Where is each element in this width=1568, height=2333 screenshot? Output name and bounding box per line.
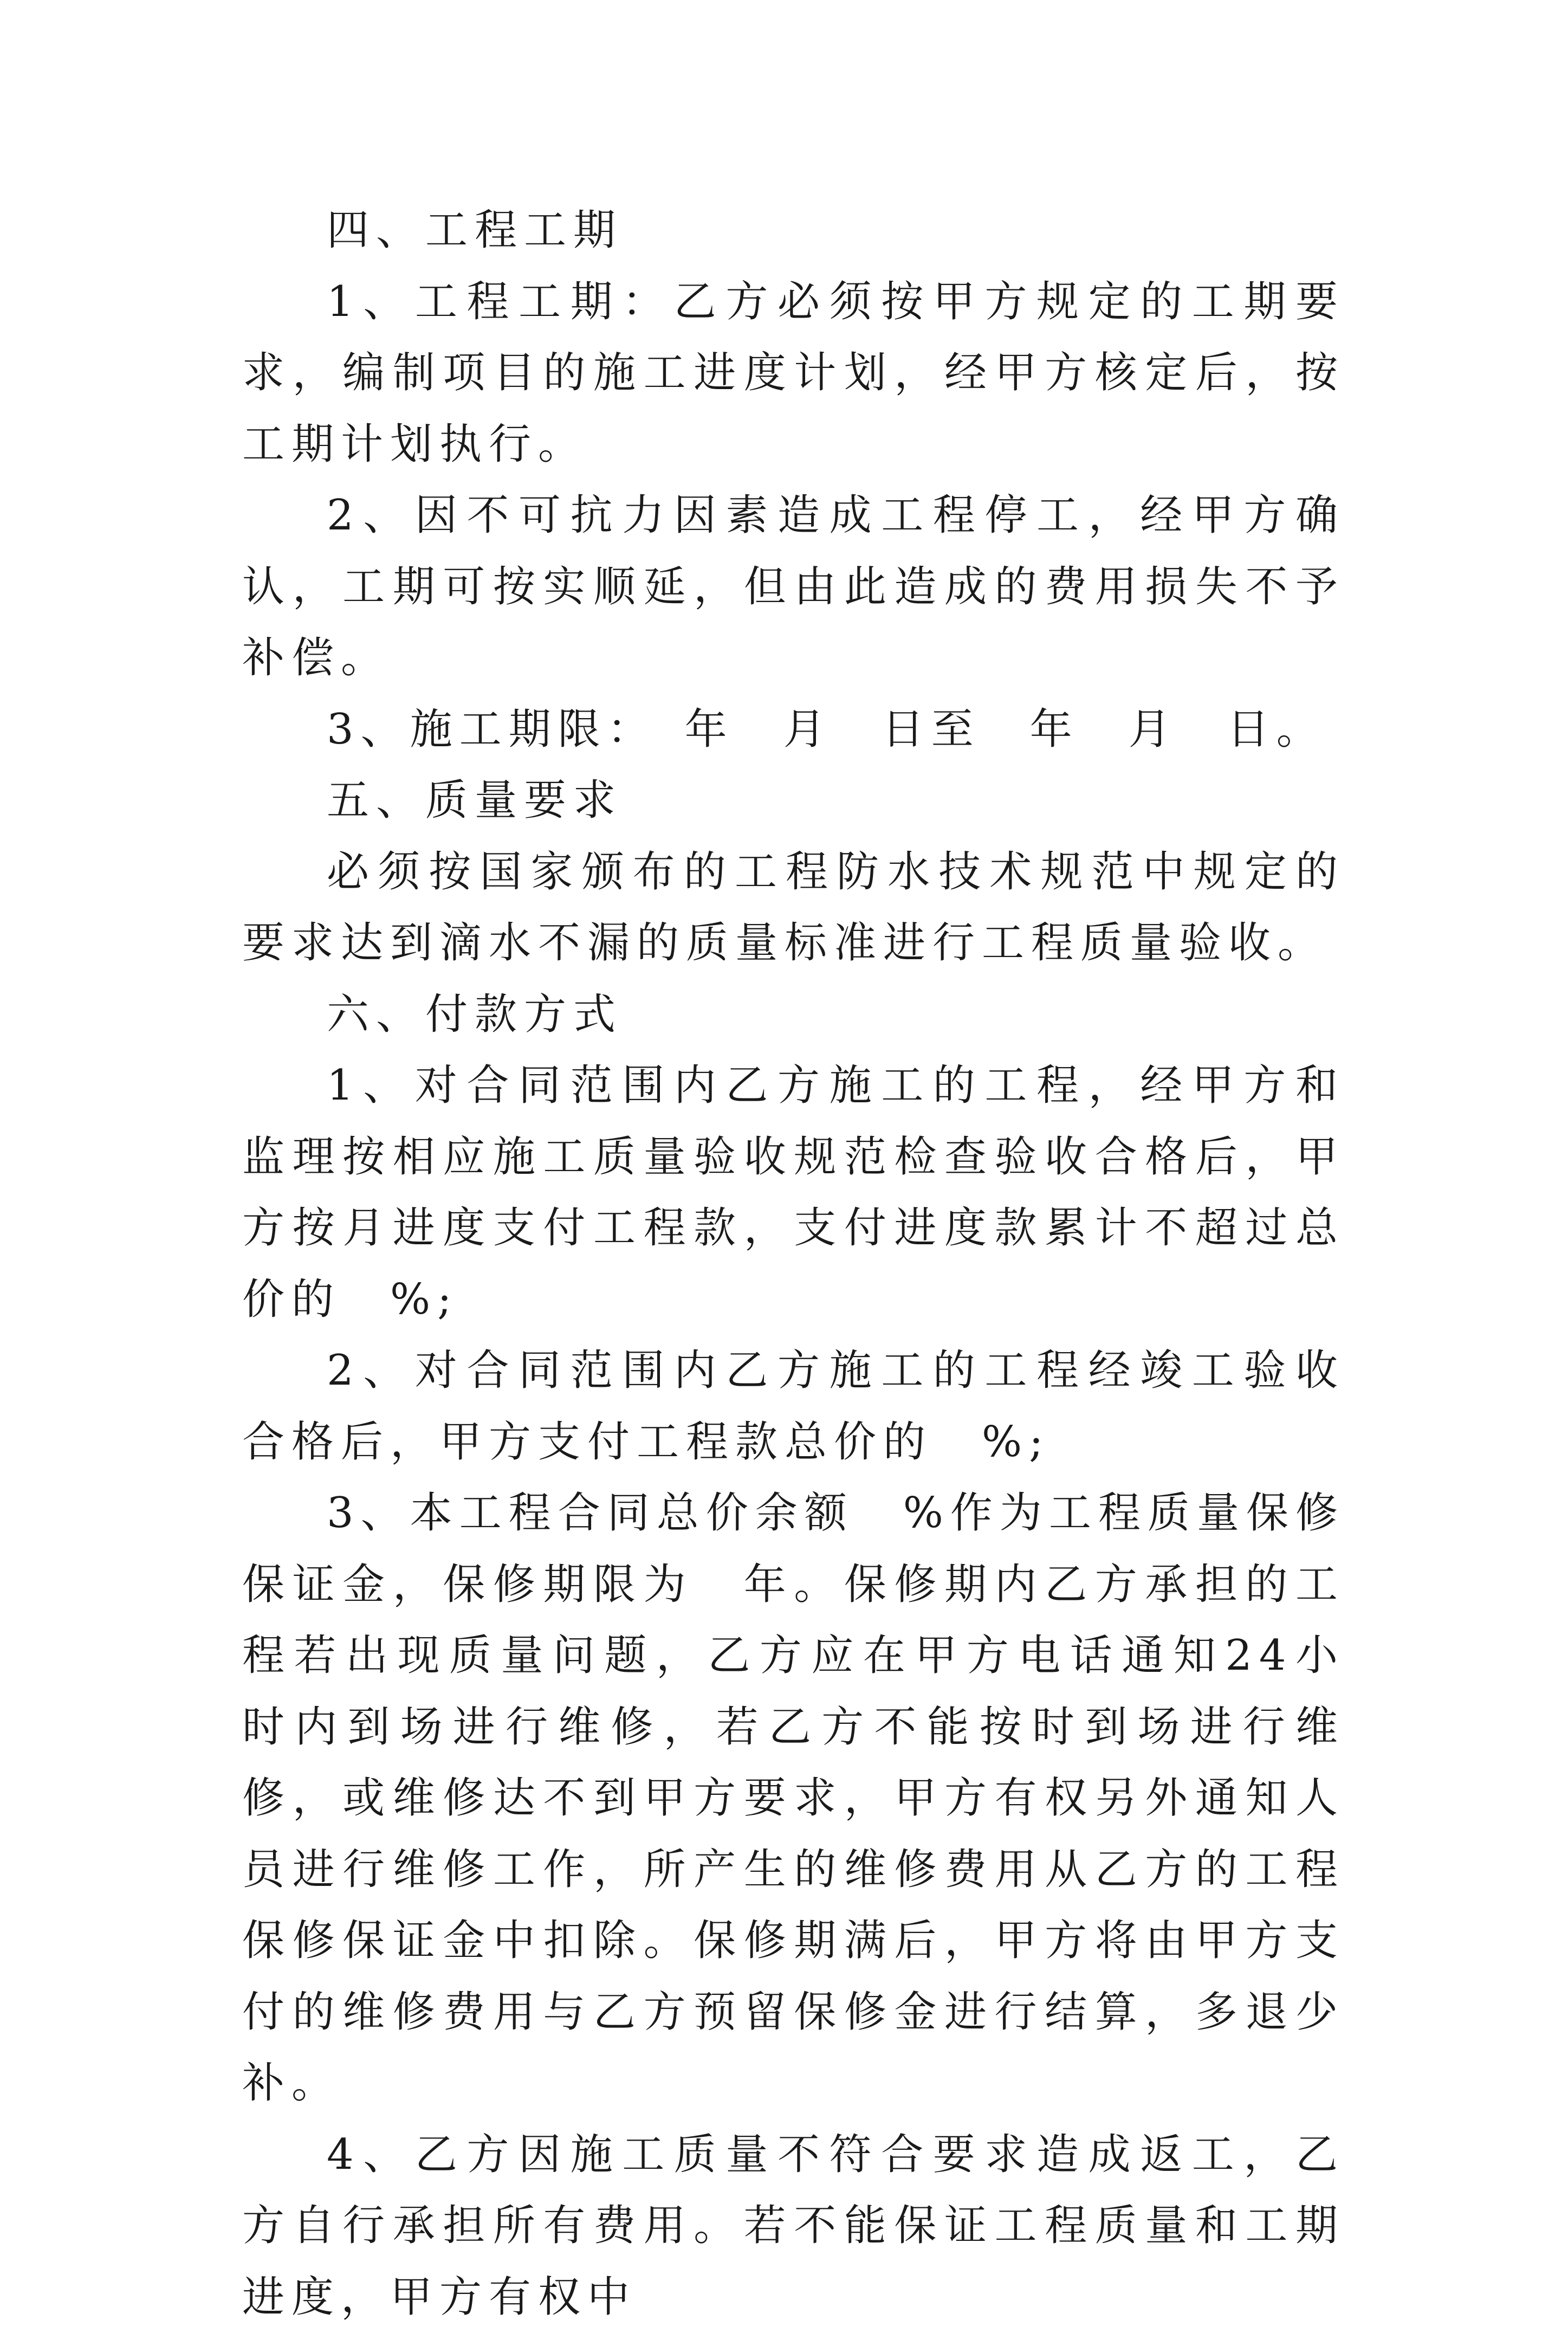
paragraph-quality: 必须按国家颁布的工程防水技术规范中规定的要求达到滴水不漏的质量标准进行工程质量验收。 <box>242 837 1345 979</box>
section-heading-schedule: 四、工程工期 <box>242 195 1345 267</box>
paragraph-schedule-2: 2、因不可抗力因素造成工程停工，经甲方确认，工期可按实顺延，但由此造成的费用损失不予补偿。 <box>242 480 1345 694</box>
section-heading-quality: 五、质量要求 <box>242 765 1345 837</box>
paragraph-payment-1: 1、对合同范围内乙方施工的工程，经甲方和监理按相应施工质量验收规范检查验收合格后，甲方按月进度支付工程款，支付进度款累计不超过总价的 %; <box>242 1050 1345 1335</box>
paragraph-payment-3: 3、本工程合同总价余额 %作为工程质量保修保证金，保修期限为 年。保修期内乙方承担的工程若出现质量问题，乙方应在甲方电话通知24小时内到场进行维修，若乙方不能按时到场进行维修，或维修达不到甲方要求，甲方有权另外通知人员进行维修工作，所产生的维修费用从乙方的工程保修保证金中扣除。保修期满后，甲方将由甲方支付的维修费用与乙方预留保修金进行结算，多退少补。 <box>242 1478 1345 2119</box>
paragraph-schedule-1: 1、工程工期：乙方必须按甲方规定的工期要求，编制项目的施工进度计划，经甲方核定后，按工期计划执行。 <box>242 267 1345 481</box>
paragraph-schedule-3: 3、施工期限： 年 月 日至 年 月 日。 <box>242 694 1345 766</box>
section-heading-payment: 六、付款方式 <box>242 979 1345 1051</box>
paragraph-payment-2: 2、对合同范围内乙方施工的工程经竣工验收合格后，甲方支付工程款总价的 %; <box>242 1335 1345 1478</box>
paragraph-payment-4: 4、乙方因施工质量不符合要求造成返工，乙方自行承担所有费用。若不能保证工程质量和工期进度，甲方有权中 <box>242 2119 1345 2333</box>
document-body <box>242 195 1345 2333</box>
